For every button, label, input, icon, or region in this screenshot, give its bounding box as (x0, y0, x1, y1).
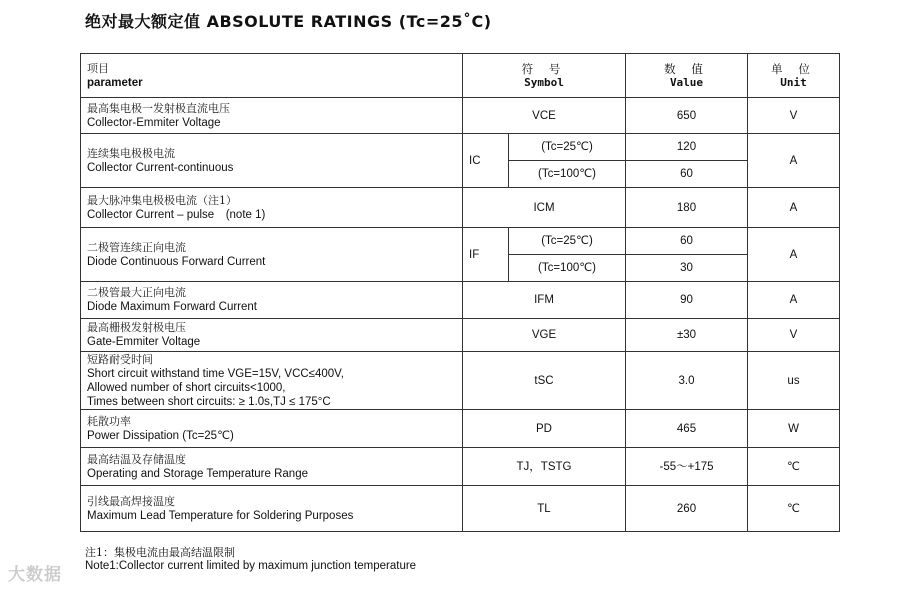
symbol-cell: tSC (463, 352, 626, 410)
param-cell (81, 188, 463, 228)
ratings-table (80, 53, 840, 532)
condition-cell: (Tc=100℃) (509, 161, 626, 188)
symbol-cell: IC (463, 134, 509, 188)
symbol-cell: TJ，TSTG (463, 448, 626, 486)
symbol-cell: ICM (463, 188, 626, 228)
param-cn: 引线最高焊接温度 (87, 494, 175, 508)
table-row (81, 319, 840, 352)
table-row (81, 188, 840, 228)
unit-cell: A (748, 282, 840, 319)
param-en: Power Dissipation (Tc=25℃) (87, 429, 234, 442)
param-en: Collector Current – pulse (note 1) (87, 208, 266, 221)
param-cn: 二极管连续正向电流 (87, 240, 186, 254)
unit-cell: V (748, 98, 840, 134)
page-title: 绝对最大额定值 ABSOLUTE RATINGS (Tc=25˚C) (85, 12, 492, 31)
header-symbol-en: Symbol (524, 75, 564, 89)
param-en-line-2: Allowed number of short circuits<1000, (87, 381, 286, 394)
value-cell: 465 (626, 410, 748, 448)
value-cell: 3.0 (626, 352, 748, 410)
param-cn: 最大脉冲集电极极电流（注1） (87, 193, 237, 207)
param-en: Operating and Storage Temperature Range (87, 467, 308, 480)
header-unit-en: Unit (780, 75, 807, 89)
table-row (81, 134, 840, 161)
param-en: Gate-Emmiter Voltage (87, 336, 201, 348)
unit-cell: A (748, 134, 840, 188)
unit-cell: us (748, 352, 840, 410)
unit-cell: V (748, 319, 840, 352)
value-cell: 90 (626, 282, 748, 319)
param-en: Collector Current-continuous (87, 161, 234, 174)
symbol-cell: VCE (463, 98, 626, 134)
param-en-line-3: Times between short circuits: ≥ 1.0s,TJ ≤ 175°C (87, 395, 331, 408)
value-cell: 60 (626, 228, 748, 255)
value-cell: 120 (626, 134, 748, 161)
param-cell (81, 410, 463, 448)
header-value (626, 54, 748, 98)
value-cell: 260 (626, 486, 748, 532)
param-cn: 最高栅极发射极电压 (87, 321, 186, 334)
unit-cell: ℃ (748, 448, 840, 486)
param-cell (81, 448, 463, 486)
symbol-cell: VGE (463, 319, 626, 352)
param-cn: 耗散功率 (87, 414, 131, 428)
param-cell (81, 319, 463, 352)
unit-cell: A (748, 228, 840, 282)
header-parameter-en: parameter (87, 76, 143, 89)
value-cell: 180 (626, 188, 748, 228)
param-cell (81, 486, 463, 532)
table-row (81, 410, 840, 448)
param-cn: 最高结温及存储温度 (87, 452, 186, 466)
value-cell: 60 (626, 161, 748, 188)
condition-cell: (Tc=100℃) (509, 255, 626, 282)
header-parameter (81, 54, 463, 98)
unit-cell: ℃ (748, 486, 840, 532)
value-cell: 650 (626, 98, 748, 134)
unit-cell: A (748, 188, 840, 228)
table-row (81, 228, 840, 255)
symbol-cell: IF (463, 228, 509, 282)
footnote-cn: 注1：集极电流由最高结温限制 (85, 546, 235, 559)
condition-cell: (Tc=25℃) (509, 228, 626, 255)
param-en: Maximum Lead Temperature for Soldering Purposes (87, 509, 354, 522)
footnote-en: Note1:Collector current limited by maximum junction temperature (85, 560, 417, 572)
table-row (81, 352, 840, 410)
param-cell (81, 282, 463, 319)
param-cn: 连续集电极极电流 (87, 146, 175, 160)
value-cell: -55～+175 (626, 448, 748, 486)
param-en: Diode Maximum Forward Current (87, 301, 257, 313)
table-row (81, 282, 840, 319)
param-cn: 二极管最大正向电流 (87, 286, 186, 299)
header-symbol (463, 54, 626, 98)
symbol-cell: PD (463, 410, 626, 448)
param-cell (81, 134, 463, 188)
symbol-cell: TL (463, 486, 626, 532)
table-row (81, 448, 840, 486)
param-cell (81, 352, 463, 410)
header-value-cn: 数 值 (664, 61, 709, 76)
unit-cell: W (748, 410, 840, 448)
param-en: Collector-Emmiter Voltage (87, 116, 221, 129)
value-cell: 30 (626, 255, 748, 282)
param-cell (81, 98, 463, 134)
table-row (81, 486, 840, 532)
param-en-line-1: Short circuit withstand time VGE=15V, VCC≤400V, (87, 367, 344, 380)
header-symbol-cn: 符 号 (521, 61, 567, 76)
watermark: 大数据 (8, 565, 62, 585)
param-cn: 短路耐受时间 (87, 352, 153, 366)
header-parameter-cn: 项目 (87, 61, 109, 75)
param-en: Diode Continuous Forward Current (87, 255, 266, 268)
table-header-row (81, 54, 840, 98)
param-cn: 最高集电极一发射极直流电压 (87, 101, 230, 115)
header-unit (748, 54, 840, 98)
header-unit-cn: 单 位 (771, 61, 816, 76)
param-cell (81, 228, 463, 282)
table-row (81, 98, 840, 134)
header-value-en: Value (669, 75, 704, 89)
value-cell: ±30 (626, 319, 748, 352)
symbol-cell: IFM (463, 282, 626, 319)
condition-cell: (Tc=25℃) (509, 134, 626, 161)
